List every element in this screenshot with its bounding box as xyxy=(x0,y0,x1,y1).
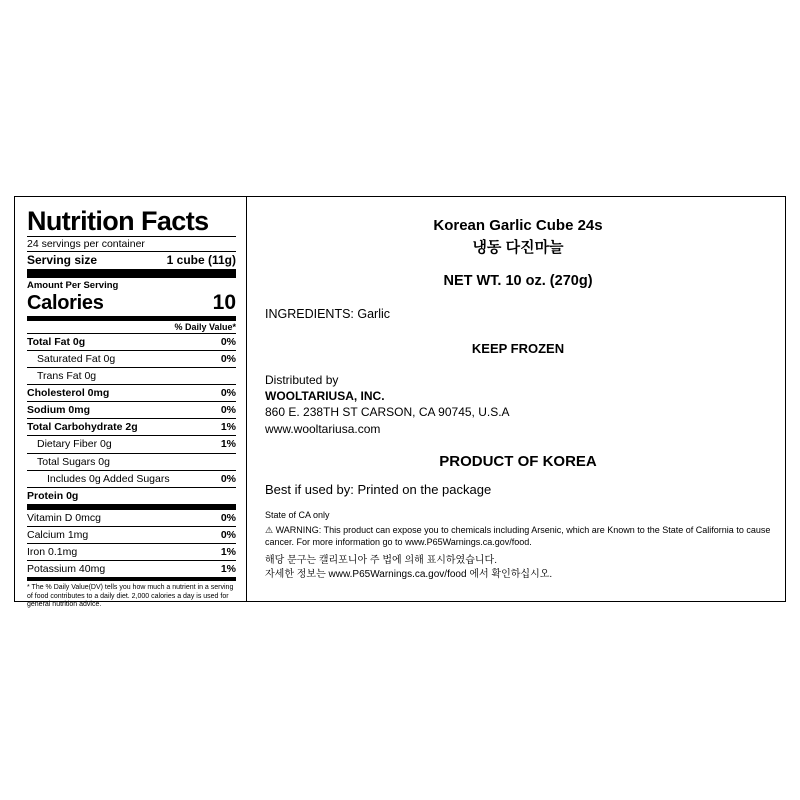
product-title-kr: 냉동 다진마늘 xyxy=(472,239,564,256)
distributor-website: www.wooltariusa.com xyxy=(265,421,381,436)
nutrient-name: Total Carbohydrate 2g xyxy=(27,421,138,434)
net-weight: NET WT. 10 oz. (270g) xyxy=(443,273,593,289)
nutrient-daily-value: 0% xyxy=(220,404,236,417)
nutrient-row xyxy=(27,368,236,384)
daily-value-footnote: * The % Daily Value(DV) tells you how much a nutrient in a serving of food contributes to a daily diet. 2,000 calories a day is used for general nutrition advice. xyxy=(27,583,234,609)
nutrient-name: Dietary Fiber 0g xyxy=(37,438,112,451)
distributor-block xyxy=(265,372,771,437)
nutrient-row xyxy=(27,488,236,504)
vitamin-name: Vitamin D 0mcg xyxy=(27,511,101,524)
distributed-by-label: Distributed by xyxy=(265,373,339,387)
serving-size-row xyxy=(27,252,236,269)
ca-warning-kr-line1: 해당 문구는 캘리포니아 주 법에 의해 표시하였습니다. xyxy=(265,555,497,567)
ca-warning-korean xyxy=(265,554,771,582)
calories-label: Calories xyxy=(27,292,104,315)
nutrient-row xyxy=(27,385,236,401)
product-info-panel xyxy=(247,197,785,601)
daily-value-header: % Daily Value* xyxy=(174,322,236,333)
product-of-korea: PRODUCT OF KOREA xyxy=(439,452,597,470)
nutrient-daily-value: 1% xyxy=(220,421,236,434)
nutrient-row xyxy=(27,334,236,350)
vitamin-name: Iron 0.1mg xyxy=(27,545,78,558)
nutrient-row xyxy=(27,402,236,418)
ingredients-line: INGREDIENTS: Garlic xyxy=(265,307,391,321)
nutrient-row xyxy=(27,351,236,367)
nutrient-row xyxy=(27,454,236,470)
vitamin-daily-value: 0% xyxy=(220,528,236,541)
vitamin-row xyxy=(27,561,236,577)
nutrient-name: Trans Fat 0g xyxy=(37,370,97,383)
nutrient-daily-value: 1% xyxy=(220,438,236,451)
calories-row xyxy=(27,291,236,316)
nutrient-row xyxy=(27,471,236,487)
nutrient-name: Protein 0g xyxy=(27,489,79,502)
nutrient-row xyxy=(27,436,236,452)
distributor-name: WOOLTARIUSA, INC. xyxy=(265,389,385,404)
ca-warning-body: WARNING: This product can expose you to chemicals including Arsenic, which are Known to the State of California to cause cancer. For more information go to www.P65Warnings.ca.gov/food. xyxy=(265,524,771,548)
nutrient-daily-value: 0% xyxy=(220,353,236,366)
nutrition-facts-title: Nutrition Facts xyxy=(27,206,209,236)
best-if-used-by: Best if used by: Printed on the package xyxy=(265,481,492,497)
nutrient-name: Includes 0g Added Sugars xyxy=(47,472,170,485)
vitamin-daily-value: 1% xyxy=(220,545,236,558)
nutrition-facts-panel xyxy=(15,197,247,609)
calories-value: 10 xyxy=(212,291,236,315)
nutrient-name: Total Fat 0g xyxy=(27,336,86,349)
nutrient-daily-value: 0% xyxy=(220,387,236,400)
vitamin-row xyxy=(27,527,236,543)
vitamin-name: Potassium 40mg xyxy=(27,562,106,575)
ca-warning-kr-line2: 자세한 정보는 www.P65Warnings.ca.gov/food 에서 확인하십시오. xyxy=(265,569,553,581)
vitamin-daily-value: 0% xyxy=(220,511,236,524)
nutrient-daily-value: 0% xyxy=(220,336,236,349)
vitamin-daily-value: 1% xyxy=(220,562,236,575)
nutrient-daily-value: 0% xyxy=(220,472,236,485)
vitamin-row xyxy=(27,510,236,526)
servings-per-container: 24 servings per container xyxy=(27,238,145,251)
amount-per-serving-label: Amount Per Serving xyxy=(27,280,119,292)
serving-size-label: Serving size xyxy=(27,253,98,268)
ca-state-only-label: State of CA only xyxy=(265,509,330,520)
ca-warning-text xyxy=(265,524,771,548)
warning-triangle-icon: ⚠ xyxy=(265,524,274,535)
vitamin-name: Calcium 1mg xyxy=(27,528,89,541)
nutrient-row xyxy=(27,419,236,435)
vitamin-row xyxy=(27,544,236,560)
nutrient-name: Saturated Fat 0g xyxy=(37,353,116,366)
vitamin-rows xyxy=(27,510,236,577)
product-label xyxy=(14,196,786,609)
nutrient-name: Cholesterol 0mg xyxy=(27,387,110,400)
california-warning-block xyxy=(265,509,771,582)
keep-frozen-notice: KEEP FROZEN xyxy=(471,341,565,356)
product-title-en: Korean Garlic Cube 24s xyxy=(433,217,603,234)
nutrient-name: Total Sugars 0g xyxy=(37,455,110,468)
serving-size-value: 1 cube (11g) xyxy=(166,253,236,268)
distributor-address: 860 E. 238TH ST CARSON, CA 90745, U.S.A xyxy=(265,405,510,420)
nutrient-name: Sodium 0mg xyxy=(27,404,91,417)
nutrient-rows xyxy=(27,334,236,505)
